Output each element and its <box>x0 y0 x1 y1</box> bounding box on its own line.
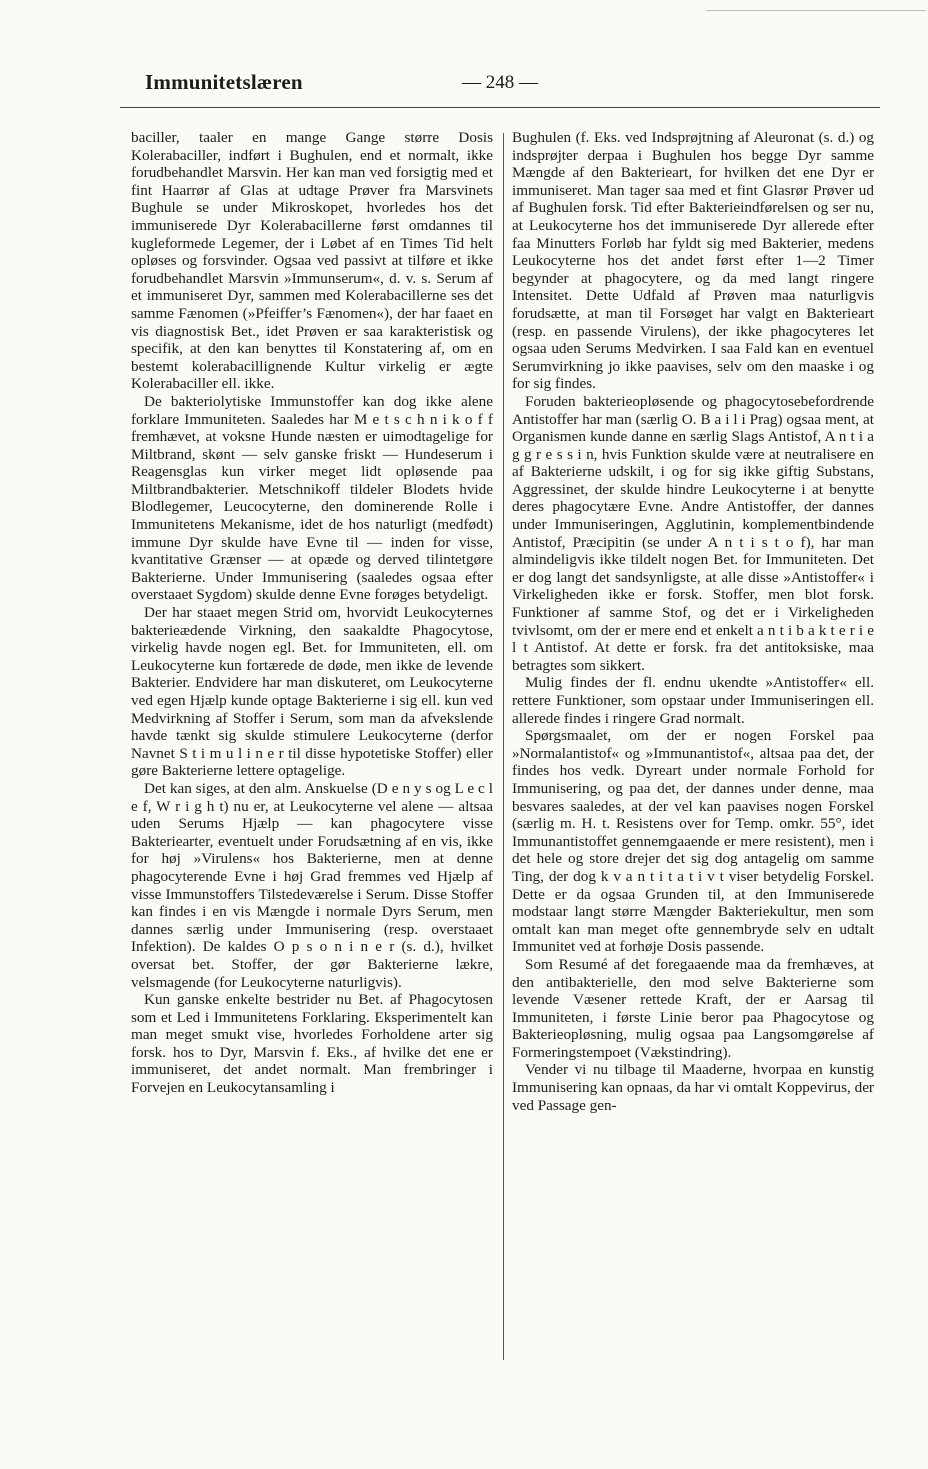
right-column <box>512 129 874 1114</box>
paragraph: De bakteriolytiske Immunstoffer kan dog ikke alene forklare Immuniteten. Saaledes har M e t s c h n i k o f f fremhævet, at voksne Hunde næsten er uimodtagelige for Miltbrand, skønt — selv ganske friskt — Hundeserum i Reagensglas kun virker meget lidt opløsende paa Miltbrandbakterier. Metschnikoff tildeler Blodets hvide Blodlegemer, Leucocyterne, den dominerende Rolle i Immunitetens Mekanisme, idet de hos naturligt (medfødt) immune Dyr skulde have Evne til — inden for visse, kvantitative Grænser — at opæde og derved tilintetgøre Bakterierne. Under Immunisering (saaledes ogsaa efter overstaaet Sygdom) skulde denne Evne forøges betydeligt. <box>131 392 493 604</box>
paragraph: Kun ganske enkelte bestrider nu Bet. af Phagocytosen som et Led i Immunitetens Forklaring. Eksperimentelt kan man meget smukt vise, hvorledes Forholdene arter sig forsk. hos to Dyr, Marsvin f. Eks., af hvilke det ene er immuniseret, det andet normalt. Man frembringer i Forvejen en Leukocytansamling i <box>131 991 493 1097</box>
column-divider <box>503 133 504 1360</box>
paragraph: Der har staaet megen Strid om, hvorvidt Leukocyternes bakterieædende Virkning, den saakaldte Phagocytose, virkelig havde nogen egl. Bet. for Immuniteten, ell. om Leukocyterne kun fortærede de døde, men ikke de levende Bakterier. Endvidere har man diskuteret, om Leukocyterne ved egen Hjælp kunde optage Bakterierne i sig ell. kun ved Medvirkning af Stoffer i Serum, som man da afvekslende havde tænkt sig skulde stimulere Leukocyterne (derfor Navnet S t i m u l i n e r til disse hypotetiske Stoffer) eller gøre Bakterierne lettere optagelige. <box>131 604 493 780</box>
paragraph: baciller, taaler en mange Gange større Dosis Kolerabaciller, indført i Bughulen, end et normalt, ikke forudbehandlet Marsvin. Her kan man ved forsigtig med et fint Haarrør af Glas at udtage Prøver fra Marsvinets Bughule se under Mikroskopet, hvorledes hos det immuniserede Dyr Kolerabacillerne først omdannes til kugleformede Legemer, der i Løbet af en Times Tid helt opløses og forsvinder. Ogsaa ved passivt at tilføre et ikke forudbehandlet Marsvin »Immunserum«, d. v. s. Serum af et immuniseret Dyr, sammen med Kolerabacillerne ses det samme Fænomen (»Pfeiffer’s Fænomen«), der har faaet en vis diagnostisk Bet., idet Prøven er saa karakteristisk og specifik, at den kan benyttes til Konstatering af, om en bestemt kolerabacillignende Kultur virkelig er ægte Kolerabaciller ell. ikke. <box>131 129 493 393</box>
page-header <box>120 68 880 104</box>
paragraph: Mulig findes der fl. endnu ukendte »Antistoffer« ell. rettere Funktioner, som opstaar under Immuniseringen ell. allerede findes i ringere Grad normalt. <box>512 674 874 727</box>
paragraph: Bughulen (f. Eks. ved Indsprøjtning af Aleuronat (s. d.) og indsprøjter derpaa i Bughulen hos begge Dyr samme Mængde af den Bakterieart, for hvilken det ene Dyr er immuniseret. Man tager saa med et fint Glasrør Prøver ud af Bughulen forsk. Tid efter Bakterieindførelsen og ser nu, at Leukocyterne hos det immuniserede Dyr allerede efter faa Minutters Forløb har fyldt sig med Bakterier, medens Leukocyterne hos det andet først efter 1—2 Timer begynder at phagocytere, og da med langt ringere Intensitet. Dette Udfald af Prøven maa naturligvis forudsætte, at man til Forsøget har valgt en Bakterieart (resp. en passende Virulens), der ikke phagocyteres let ogsaa uden Serums Medvirken. I saa Fald kan en eventuel Serumvirkning jo ikke paavises, selv om den maaske i og for sig findes. <box>512 129 874 393</box>
header-rule <box>120 107 880 108</box>
paragraph: Det kan siges, at den alm. Anskuelse (D e n y s og L e c l e f, W r i g h t) nu er, at Leukocyterne vel alene — altsaa uden Serums Hjælp — kan phagocytere visse Bakteriearter, eventuelt under Forudsætning af en vis, ikke for høj »Virulens« hos Bakterierne, men at denne phagocyterende Evne i høj Grad fremmes ved Hjælp af visse Immunstoffers Tilstedeværelse i Serum. Disse Stoffer kan findes i en vis Mængde i normale Dyrs Serum, men dannes særlig under Immunisering (resp. overstaaet Infektion). De kaldes O p s o n i n e r (s. d.), hvilket oversat bet. Stoffer, der gør Bakterierne lækre, velsmagende (for Leukocyterne naturligvis). <box>131 779 493 991</box>
paragraph: Foruden bakterieopløsende og phagocytosebefordrende Antistoffer har man (særlig O. B a i l i Prag) ogsaa ment, at Organismen kunde danne en særlig Slags Antistof, A n t i a g g r e s s i n, hvis Funktion skulde være at neutralisere en af Bakterierne udskilt, i og for sig ikke giftig Substans, Aggressinet, der skulde hindre Leukocyterne i at benytte deres phagocytære Evne. Andre Antistoffer, der dannes under Immuniseringen, Agglutinin, komplementbindende Antistof, Præcipitin (se under A n t i s t o f), har man almindeligvis ikke tildelt nogen Bet. for Immuniteten. Det er dog langt det sandsynligste, at alle disse »Antistoffer« i Virkeligheden ikke er forsk. Stoffer, men blot forsk. Funktioner af samme Stof, og det er i Virkeligheden tvivlsomt, om der er mere end et enkelt a n t i b a k t e r i e l t Antistof. At dette er forsk. fra det antitoksiske, maa betragtes som sikkert. <box>512 392 874 674</box>
running-title: Immunitetslæren <box>145 70 303 94</box>
paragraph: Som Resumé af det foregaaende maa da fremhæves, at den antibakterielle, den mod selve Bakterierne som levende Væsener rettede Kraft, der er Aarsag til Immuniteten, i første Linie beror paa Phagocytose og Bakterieopløsning, mulig ogsaa paa Langsomgørelse af Formeringstempoet (Vækstindring). <box>512 955 874 1061</box>
paragraph: Spørgsmaalet, om der er nogen Forskel paa »Normalantistof« og »Immunantistof«, altsaa paa det, der findes hos vedk. Dyreart under normale Forhold for Immunisering, og paa det, der dannes under denne, maa besvares saaledes, at der vel kan paavises nogen Forskel (særlig m. H. t. Resistens over for Temp. omkr. 55°, idet Immunantistoffet gennemgaaende er mere resistent), men i det hele og store drejer det sig dog antagelig om samme Ting, der dog k v a n t i t a t i v t viser betydelig Forskel. Dette er da ogsaa Grunden til, at den Immuniserede modstaar langt større Mængder Bakteriekultur, men som omtalt kan man meget ofte gennembryde selv en udtalt Immunitet ved at forhøje Dosis passende. <box>512 727 874 956</box>
scan-edge-mark <box>706 10 926 11</box>
page-number: — 248 — <box>462 72 538 93</box>
left-column <box>131 129 493 1097</box>
paragraph: Vender vi nu tilbage til Maaderne, hvorpaa en kunstig Immunisering kan opnaas, da har vi omtalt Koppevirus, der ved Passage gen- <box>512 1061 874 1114</box>
